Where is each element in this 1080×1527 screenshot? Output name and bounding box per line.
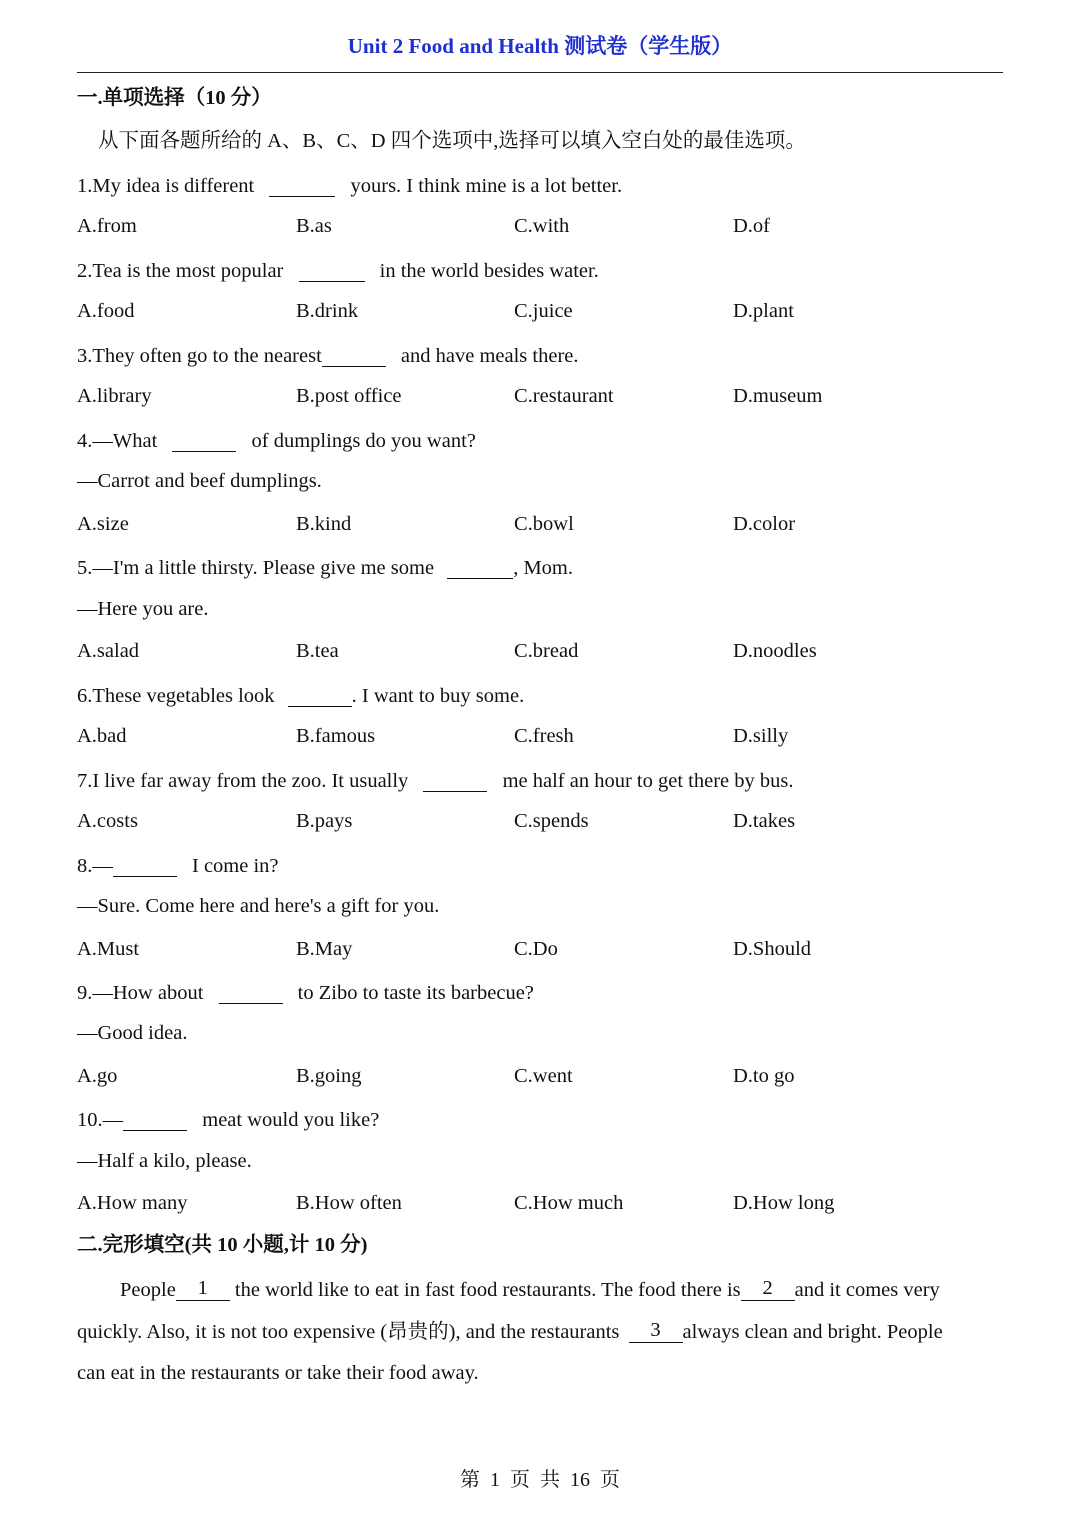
question-4-stem-b: of dumplings do you want? xyxy=(251,430,476,453)
cloze-passage-line-3: can eat in the restaurants or take their food away. xyxy=(77,1362,479,1384)
question-6-stem-a: 6.These vegetables look xyxy=(77,685,275,708)
cloze-blank-3: 3 xyxy=(629,1320,683,1343)
answer-blank xyxy=(299,259,365,282)
question-5 xyxy=(77,556,573,579)
option-b: B.kind xyxy=(296,513,352,535)
option-b: B.going xyxy=(296,1065,362,1087)
option-a: A.go xyxy=(77,1065,118,1087)
answer-blank xyxy=(113,854,177,877)
cloze-text: always clean and bright. People xyxy=(682,1321,943,1344)
option-a: A.food xyxy=(77,300,135,322)
question-7 xyxy=(77,769,793,792)
option-c: C.Do xyxy=(514,938,558,960)
option-a: A.costs xyxy=(77,810,138,832)
question-10 xyxy=(77,1108,379,1131)
answer-blank xyxy=(447,556,513,579)
cloze-blank-1: 1 xyxy=(176,1278,230,1301)
question-4-stem-a: 4.—What xyxy=(77,430,158,453)
answer-blank xyxy=(172,429,236,452)
option-a: A.from xyxy=(77,215,137,237)
option-d: D.How long xyxy=(733,1192,835,1214)
cloze-text: the world like to eat in fast food restaurants. The food there is xyxy=(234,1279,741,1302)
question-5-stem-a: 5.—I'm a little thirsty. Please give me some xyxy=(77,557,435,580)
question-1-stem-a: 1.My idea is different xyxy=(77,175,255,198)
header-divider xyxy=(77,72,1003,73)
option-a: A.Must xyxy=(77,938,140,960)
question-4-response: —Carrot and beef dumplings. xyxy=(77,470,322,492)
answer-blank xyxy=(123,1108,187,1131)
question-9 xyxy=(77,981,534,1004)
question-8-response: —Sure. Come here and here's a gift for you. xyxy=(77,895,440,917)
option-a: A.salad xyxy=(77,640,140,662)
option-b: B.pays xyxy=(296,810,353,832)
option-b: B.May xyxy=(296,938,353,960)
option-b: B.drink xyxy=(296,300,359,322)
option-a: A.How many xyxy=(77,1192,188,1214)
option-c: C.bowl xyxy=(514,513,574,535)
cloze-passage-line-2 xyxy=(77,1320,1007,1343)
option-b: B.as xyxy=(296,215,332,237)
option-d: D.takes xyxy=(733,810,796,832)
option-d: D.noodles xyxy=(733,640,817,662)
option-d: D.museum xyxy=(733,385,823,407)
option-d: D.of xyxy=(733,215,771,237)
section-2-title: 二.完形填空(共 10 小题,计 10 分) xyxy=(77,1234,368,1256)
question-8-stem-b: I come in? xyxy=(192,855,279,878)
question-9-response: —Good idea. xyxy=(77,1022,188,1044)
question-1-stem-b: yours. I think mine is a lot better. xyxy=(350,175,623,198)
option-c: C.How much xyxy=(514,1192,624,1214)
option-c: C.juice xyxy=(514,300,573,322)
option-d: D.Should xyxy=(733,938,812,960)
answer-blank xyxy=(219,981,283,1004)
option-d: D.to go xyxy=(733,1065,795,1087)
cloze-text: quickly. Also, it is not too expensive (昂贵的), and the restaurants xyxy=(77,1321,620,1344)
question-4 xyxy=(77,429,476,452)
option-a: A.bad xyxy=(77,725,127,747)
question-3-stem-b: and have meals there. xyxy=(400,345,579,368)
option-c: C.went xyxy=(514,1065,573,1087)
answer-blank xyxy=(322,344,386,367)
question-10-response: —Half a kilo, please. xyxy=(77,1150,252,1172)
option-c: C.bread xyxy=(514,640,579,662)
option-b: B.How often xyxy=(296,1192,402,1214)
option-d: D.color xyxy=(733,513,796,535)
option-b: B.famous xyxy=(296,725,376,747)
cloze-blank-2: 2 xyxy=(741,1278,795,1301)
option-a: A.size xyxy=(77,513,129,535)
question-2 xyxy=(77,259,599,282)
option-c: C.spends xyxy=(514,810,589,832)
question-10-stem-b: meat would you like? xyxy=(202,1109,380,1132)
question-6-stem-b: . I want to buy some. xyxy=(351,685,525,708)
question-8-stem-a: 8.— xyxy=(77,855,113,878)
page-number: 第 1 页 共 16 页 xyxy=(460,1469,620,1491)
answer-blank xyxy=(269,174,335,197)
answer-blank xyxy=(423,769,487,792)
question-1 xyxy=(77,174,622,197)
option-c: C.restaurant xyxy=(514,385,614,407)
section-1-title: 一.单项选择（10 分） xyxy=(77,87,272,109)
question-7-stem-b: me half an hour to get there by bus. xyxy=(502,770,794,793)
question-2-stem-a: 2.Tea is the most popular xyxy=(77,260,284,283)
section-1-instruction: 从下面各题所给的 A、B、C、D 四个选项中,选择可以填入空白处的最佳选项。 xyxy=(98,130,806,152)
question-2-stem-b: in the world besides water. xyxy=(379,260,599,283)
question-3-stem-a: 3.They often go to the nearest xyxy=(77,345,322,368)
question-8 xyxy=(77,854,279,877)
option-b: B.post office xyxy=(296,385,402,407)
document-header-title: Unit 2 Food and Health 测试卷（学生版） xyxy=(347,34,733,58)
option-c: C.with xyxy=(514,215,570,237)
question-6 xyxy=(77,684,524,707)
question-3 xyxy=(77,344,579,367)
option-a: A.library xyxy=(77,385,152,407)
question-5-stem-b: , Mom. xyxy=(513,557,573,580)
cloze-passage-line-1 xyxy=(77,1278,1020,1301)
question-9-stem-b: to Zibo to taste its barbecue? xyxy=(297,982,534,1005)
answer-blank xyxy=(288,684,352,707)
cloze-text: People xyxy=(120,1279,176,1302)
option-d: D.silly xyxy=(733,725,789,747)
option-d: D.plant xyxy=(733,300,794,322)
cloze-text: and it comes very xyxy=(794,1279,940,1302)
question-10-stem-a: 10.— xyxy=(77,1109,124,1132)
question-7-stem-a: 7.I live far away from the zoo. It usually xyxy=(77,770,409,793)
option-c: C.fresh xyxy=(514,725,574,747)
question-5-response: —Here you are. xyxy=(77,598,209,620)
question-9-stem-a: 9.—How about xyxy=(77,982,204,1005)
option-b: B.tea xyxy=(296,640,339,662)
